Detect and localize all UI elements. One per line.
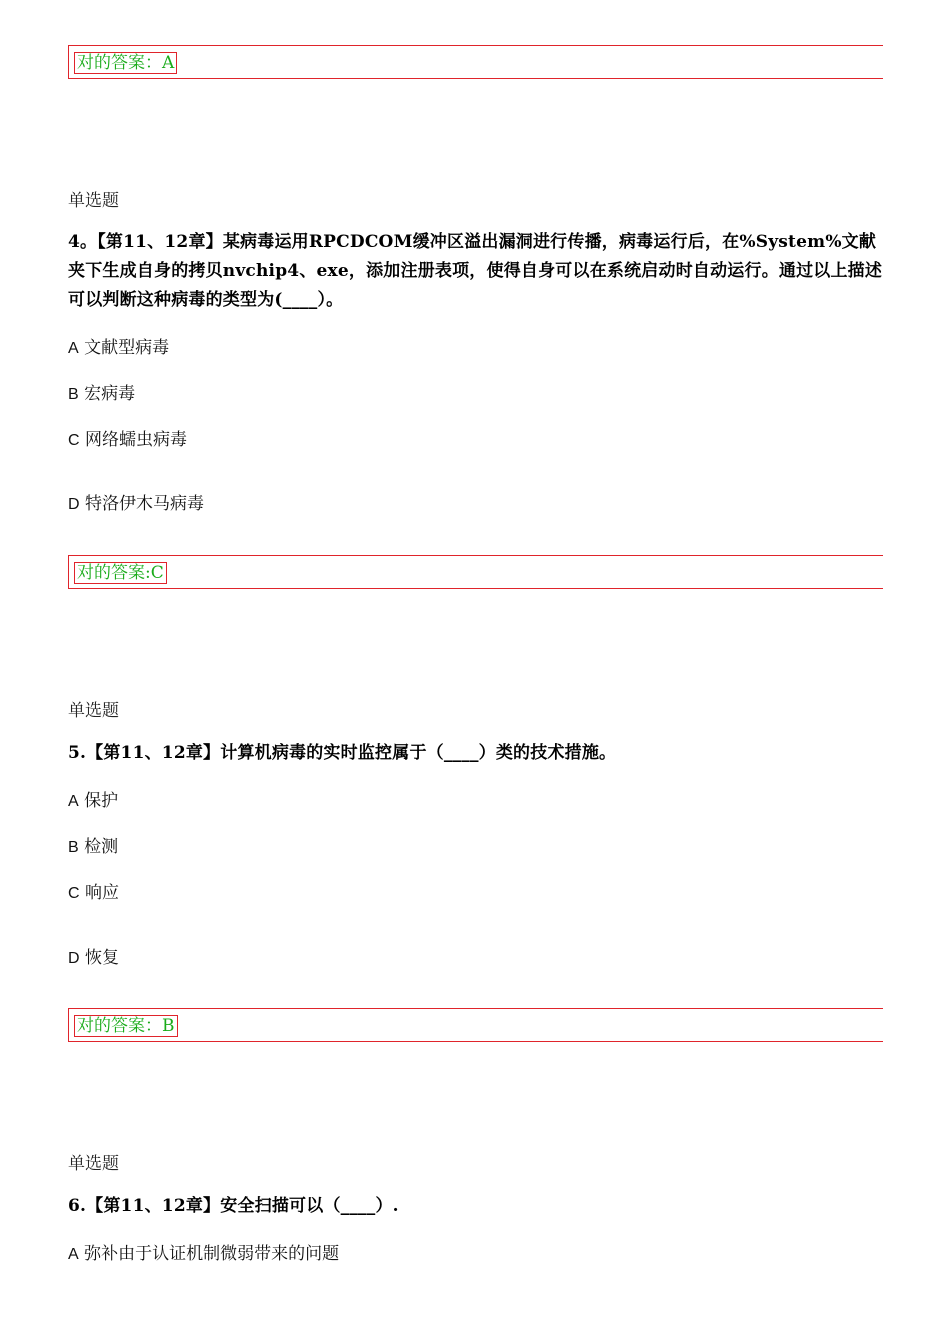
option-text: 网络蠕虫病毒	[84, 430, 187, 450]
option-letter: D	[68, 496, 80, 513]
option-text: 保护	[84, 791, 119, 811]
option-text: 文献型病毒	[84, 338, 170, 358]
option-b[interactable]	[68, 832, 118, 857]
option-letter: B	[68, 839, 79, 856]
option-letter: A	[68, 1246, 79, 1263]
option-letter: C	[68, 432, 80, 449]
option-letter: C	[68, 885, 80, 902]
option-a[interactable]	[68, 333, 169, 358]
option-a[interactable]	[68, 1239, 339, 1264]
option-letter: A	[68, 793, 79, 810]
correct-answer: 对的答案：A	[74, 52, 177, 74]
option-d[interactable]	[68, 943, 119, 968]
option-c[interactable]	[68, 878, 119, 903]
option-text: 检测	[84, 837, 119, 857]
option-text: 特洛伊木马病毒	[84, 494, 204, 514]
question-type-label: 单选题	[68, 1154, 119, 1174]
question-type-label: 单选题	[68, 701, 119, 721]
question-type-label: 单选题	[68, 191, 119, 211]
option-c[interactable]	[68, 425, 187, 450]
option-a[interactable]	[68, 786, 118, 811]
option-text: 弥补由于认证机制微弱带来的问题	[84, 1244, 340, 1264]
option-d[interactable]	[68, 489, 204, 514]
option-text: 宏病毒	[84, 384, 136, 404]
answer-box	[68, 555, 883, 589]
answer-box	[68, 45, 883, 79]
option-text: 响应	[84, 883, 119, 903]
correct-answer: 对的答案:C	[74, 562, 167, 584]
question-stem: 4。【第11、12章】某病毒运用RPCDCOM缓冲区溢出漏洞进行传播，病毒运行后，在%System%文献夹下生成自身的拷贝nvchip4、exe，添加注册表项，使得自身可以在系统启动时自动运行。通过以上描述可以判断这种病毒的类型为(____）。	[68, 232, 883, 310]
option-b[interactable]	[68, 379, 135, 404]
question-stem: 6.【第11、12章】安全扫描可以（____）.	[68, 1196, 399, 1216]
question-stem: 5.【第11、12章】计算机病毒的实时监控属于（____）类的技术措施。	[68, 743, 617, 763]
option-letter: A	[68, 340, 79, 357]
option-letter: B	[68, 386, 79, 403]
correct-answer: 对的答案：B	[74, 1015, 178, 1037]
option-text: 恢复	[84, 948, 119, 968]
answer-box	[68, 1008, 883, 1042]
option-letter: D	[68, 950, 80, 967]
